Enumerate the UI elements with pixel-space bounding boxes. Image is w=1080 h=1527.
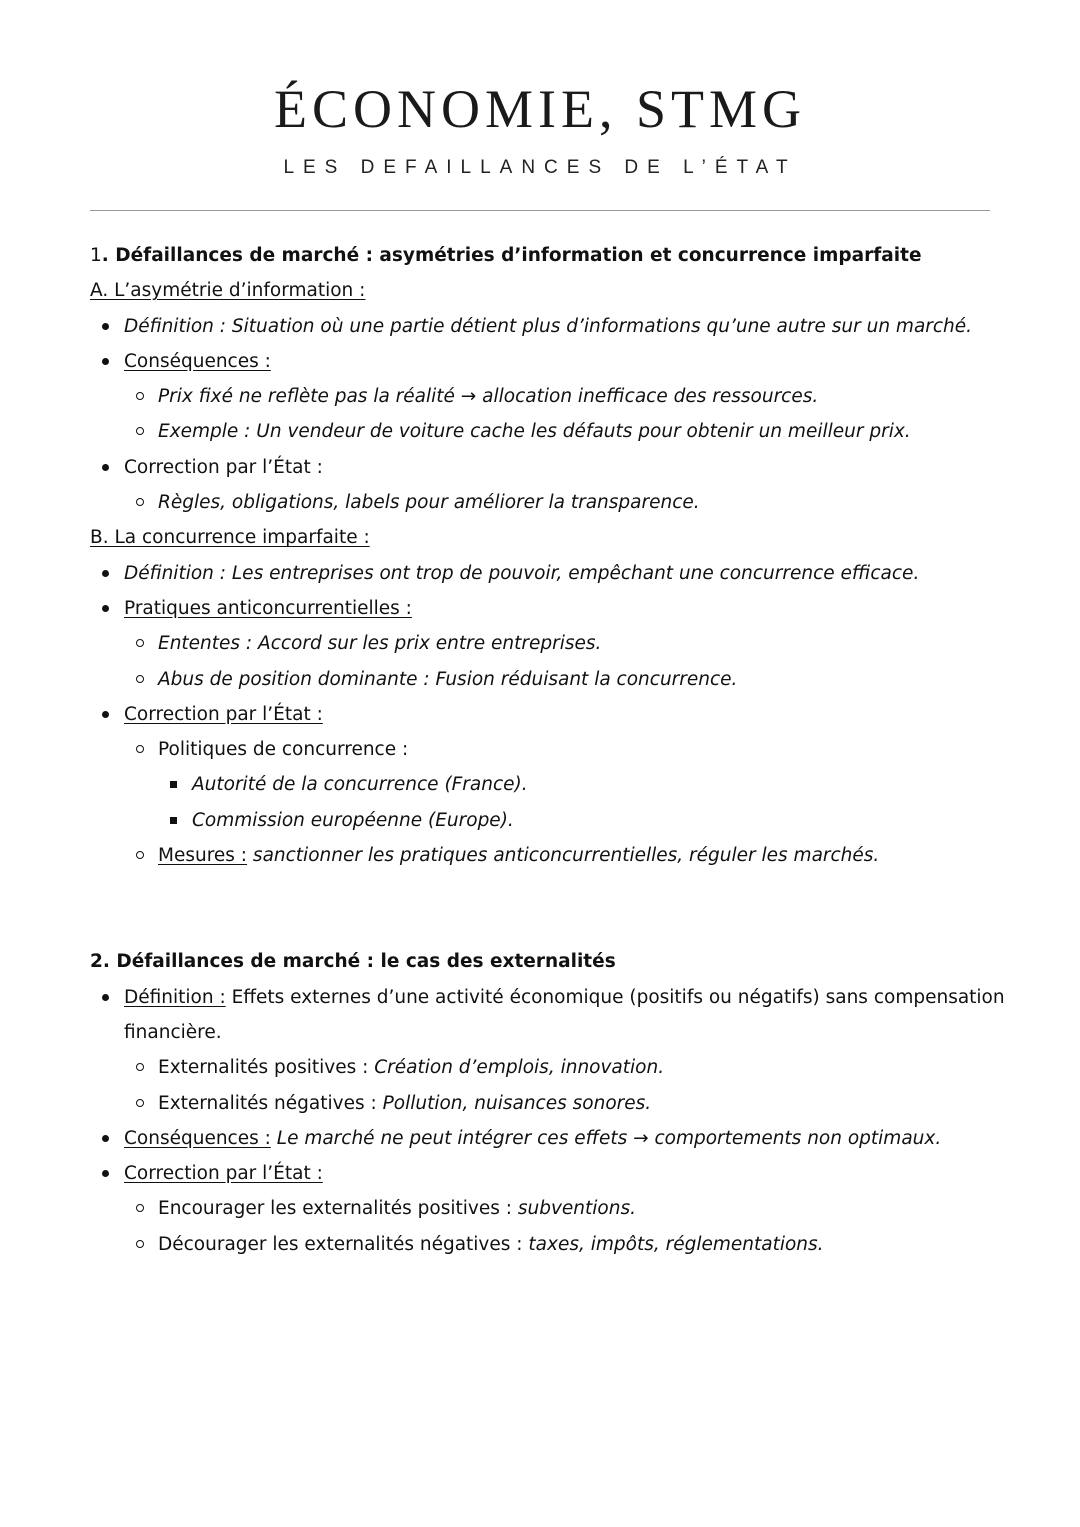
section2-correction-item [90,1156,1010,1262]
partA-consequences-item [90,344,1010,450]
list-item [124,1227,1010,1262]
section-gap [90,873,1010,944]
partA-consequence-2: Exemple : Un vendeur de voiture cache les défauts pour obtenir un meilleur prix. [158,421,911,443]
encourage-text: subventions. [517,1198,636,1220]
partA-heading [90,273,1010,308]
partB-heading [90,520,1010,555]
section2-externalities-list [124,1050,1010,1121]
list-item [124,485,1010,520]
section2-heading [90,944,1010,979]
section2-title: 2. Défaillances de marché : le cas des externalités [90,951,616,973]
section1-number: 1 [90,245,102,266]
list-item [124,662,1010,697]
list-item [124,414,1010,449]
partB-measures-label: Mesures : [158,845,248,867]
negative-text: Pollution, nuisances sonores. [382,1092,652,1114]
partA-definition: Définition : Situation où une partie détient plus d’informations qu’une autre sur un marché. [124,315,973,337]
partB-measures-text: sanctionner les pratiques anticoncurrentielles, réguler les marchés. [247,845,880,867]
discourage-label: Décourager les externalités négatives : [158,1233,529,1255]
divider [90,210,990,211]
partB-practices-label: Pratiques anticoncurrentielles : [124,597,412,619]
partA-correction-list [124,485,1010,520]
partB-practice-1: Ententes : Accord sur les prix entre entreprises. [158,633,602,655]
section2-consequences-label: Conséquences : [124,1127,271,1149]
partB-policies-list [158,767,1010,838]
partB-policy-1: Autorité de la concurrence (France). [192,774,528,796]
partA-heading-text: A. L’asymétrie d’information : [90,280,366,302]
positive-label: Externalités positives : [158,1057,375,1079]
partB-correction-label: Correction par l’État : [124,703,323,725]
partB-definition: Définition : Les entreprises ont trop de pouvoir, empêchant une concurrence efficace. [124,562,920,584]
list-item [124,626,1010,661]
partA-correction-label: Correction par l’État : [124,456,323,478]
encourage-label: Encourager les externalités positives : [158,1198,518,1220]
partA-consequences-label: Conséquences : [124,350,271,372]
page-title: ÉCONOMIE, STMG [273,79,806,139]
partB-definition-item [90,556,1010,591]
section2-list [90,980,1010,1262]
section2-consequences-item [90,1121,1010,1156]
discourage-text: taxes, impôts, réglementations. [528,1233,824,1255]
partB-practices-item [90,591,1010,697]
list-item [158,767,1010,802]
section2-consequences-text: Le marché ne peut intégrer ces effets → comportements non optimaux. [270,1127,942,1149]
section2-definition-text: Effets externes d’une activité économique (positifs ou négatifs) sans compensation financière. [124,986,1005,1043]
partA-consequence-1: Prix fixé ne reflète pas la réalité → allocation inefficace des ressources. [158,386,819,408]
section1-heading [90,238,1010,273]
partA-definition-item [90,309,1010,344]
list-item [124,838,1010,873]
section2-definition-item [90,980,1010,1121]
page-subtitle: LES DEFAILLANCES DE L’ÉTAT [283,157,797,178]
partB-practice-2: Abus de position dominante : Fusion réduisant la concurrence. [158,668,738,690]
section2-definition-label: Définition : [124,986,226,1008]
list-item [124,1191,1010,1226]
document-body [90,238,1010,1262]
partA-consequences-list [124,379,1010,450]
partB-policy-2: Commission européenne (Europe). [192,809,514,831]
section2-correction-label: Correction par l’État : [124,1163,323,1185]
partB-correction-list [124,732,1010,873]
partB-practices-list [124,626,1010,697]
partA-correction-1: Règles, obligations, labels pour améliorer la transparence. [158,492,700,514]
partB-list [90,556,1010,874]
list-item [124,732,1010,838]
list-item [124,379,1010,414]
positive-text: Création d’emplois, innovation. [374,1057,665,1079]
negative-label: Externalités négatives : [158,1092,383,1114]
list-item [124,1086,1010,1121]
partA-correction-item [90,450,1010,521]
section1-title: . Défaillances de marché : asymétries d’information et concurrence imparfaite [101,245,922,266]
partB-heading-text: B. La concurrence imparfaite : [90,527,370,549]
list-item [158,803,1010,838]
partB-correction-item [90,697,1010,873]
partA-list [90,309,1010,521]
list-item [124,1050,1010,1085]
section2-correction-list [124,1191,1010,1262]
partB-policies-label: Politiques de concurrence : [158,739,409,761]
